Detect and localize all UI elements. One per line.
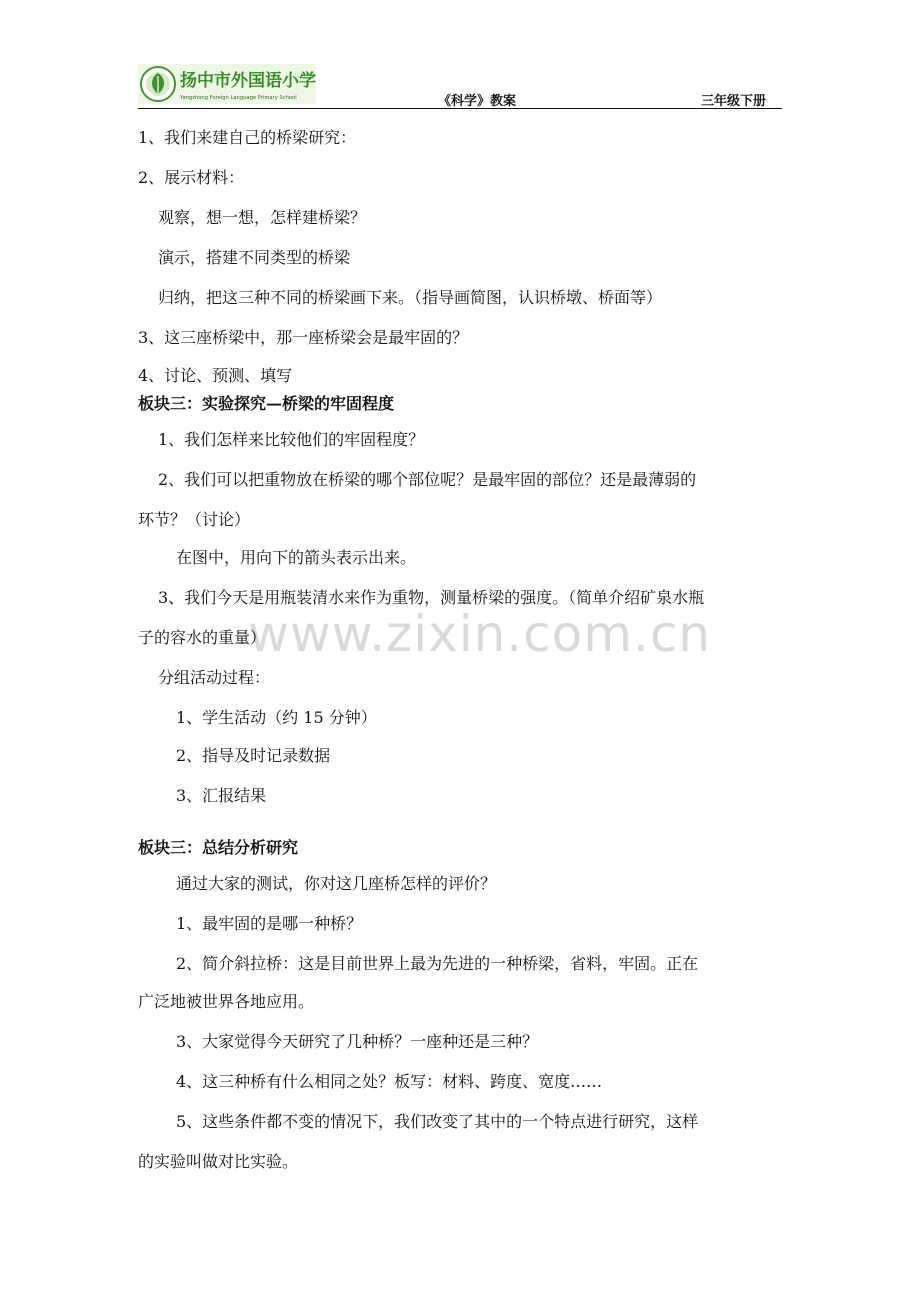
text-line: 2、展示材料：: [138, 168, 245, 187]
text-line: 通过大家的测试，你对这几座桥怎样的评价？: [176, 874, 497, 893]
text-line: 3、大家觉得今天研究了几种桥？一座种还是三种？: [176, 1032, 539, 1051]
text-line: 3、汇报结果: [176, 786, 267, 805]
text-line: 1、我们怎样来比较他们的牢固程度？: [158, 430, 425, 449]
text-line: 的实验叫做对比实验。: [138, 1152, 299, 1171]
text-line: 3、这三座桥梁中，那一座桥梁会是最牢固的？: [138, 328, 469, 347]
text-line: 子的容水的重量）: [138, 628, 267, 647]
text-line: 1、最牢固的是哪一种桥？: [176, 914, 363, 933]
text-line: 2、简介斜拉桥：这是目前世界上最为先进的一种桥梁，省料，牢固。正在: [176, 954, 699, 973]
document-title: 《科学》教案: [438, 94, 517, 109]
page-header: [138, 62, 782, 110]
text-line: 广泛地被世界各地应用。: [138, 992, 315, 1011]
text-line: 2、我们可以把重物放在桥梁的哪个部位呢？是最牢固的部位？还是最薄弱的: [158, 470, 697, 489]
header-divider: [138, 108, 782, 109]
section-heading: 板块三：实验探究—桥梁的牢固程度: [138, 394, 395, 413]
text-line: 观察，想一想，怎样建桥梁？: [158, 208, 367, 227]
text-line: 3、我们今天是用瓶装清水来作为重物，测量桥梁的强度。（简单介绍矿泉水瓶: [158, 588, 705, 607]
logo-english-text: Yangzhong Foreign Language Primary School: [180, 95, 297, 101]
section-heading: 板块三：总结分析研究: [138, 838, 299, 857]
text-line: 归纳，把这三种不同的桥梁画下来。（指导画简图，认识桥墩、桥面等）: [158, 288, 663, 307]
text-line: 5、这些条件都不变的情况下，我们改变了其中的一个特点进行研究，这样: [176, 1112, 699, 1131]
text-line: 分组活动过程：: [158, 668, 271, 687]
text-line: 演示，搭建不同类型的桥梁: [158, 248, 351, 267]
text-line: 环节？（讨论）: [138, 510, 251, 529]
text-line: 1、学生活动（约 15 分钟）: [176, 708, 377, 727]
text-line: 1、我们来建自己的桥梁研究：: [138, 128, 357, 147]
text-line: 4、这三种桥有什么相同之处？板写：材料、跨度、宽度……: [176, 1072, 603, 1091]
school-logo-icon: [138, 64, 316, 104]
text-line: 在图中，用向下的箭头表示出来。: [176, 548, 417, 567]
text-line: 2、指导及时记录数据: [176, 746, 331, 765]
text-line: 4、讨论、预测、填写: [138, 366, 293, 385]
logo-chinese-text: 扬中市外国语小学: [180, 71, 316, 91]
watermark: www.zixin.com.cn: [248, 605, 712, 663]
grade-label: 三年级下册: [700, 94, 766, 109]
